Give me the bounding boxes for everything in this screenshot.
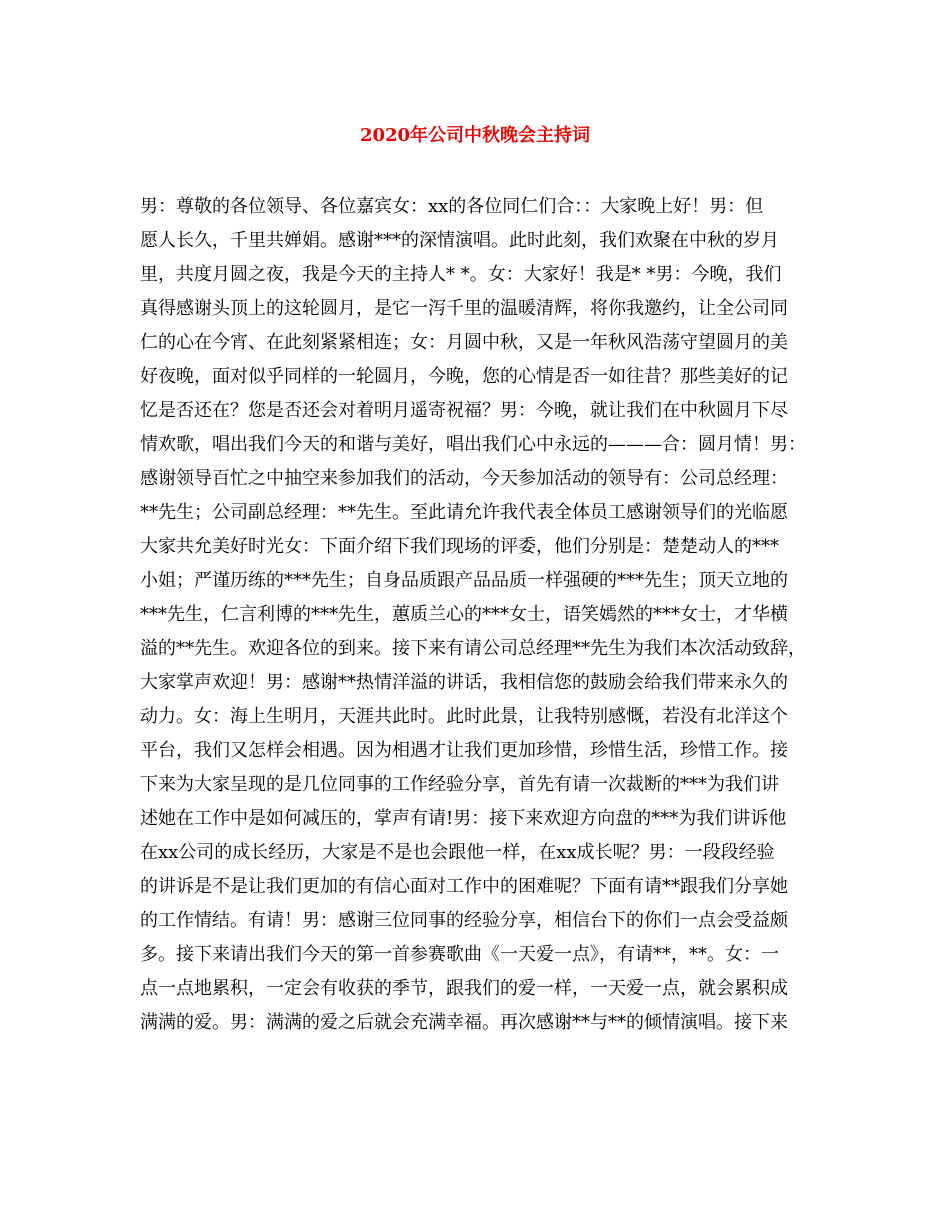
body-line: 男：尊敬的各位领导、各位嘉宾女：xx的各位同仁们合：：大家晚上好！男：但	[140, 196, 764, 217]
document-title: 2020年公司中秋晚会主持词	[359, 125, 591, 146]
body-line: 动力。女：海上生明月，天涯共此时。此时此景，让我特别感慨，若没有北洋这个	[140, 706, 788, 727]
body-line: 的讲诉是不是让我们更加的有信心面对工作中的困难呢？下面有请**跟我们分享她	[140, 876, 788, 897]
body-line: 大家掌声欢迎！男：感谢**热情洋溢的讲话，我相信您的鼓励会给我们带来永久的	[140, 672, 788, 693]
body-line: 溢的**先生。欢迎各位的到来。接下来有请公司总经理**先生为我们本次活动致辞，	[140, 638, 806, 659]
body-line: 感谢领导百忙之中抽空来参加我们的活动，今天参加活动的领导有：公司总经理：	[140, 468, 788, 489]
body-line: 愿人长久，千里共婵娟。感谢***的深情演唱。此时此刻，我们欢聚在中秋的岁月	[140, 230, 779, 251]
body-line: 多。接下来请出我们今天的第一首参赛歌曲《一天爱一点》，有请**，**。女：一	[140, 944, 779, 965]
body-line: 好夜晚，面对似乎同样的一轮圆月，今晚，您的心情是否一如往昔？那些美好的记	[140, 366, 788, 387]
body-line: 满满的爱。男：满满的爱之后就会充满幸福。再次感谢**与**的倾情演唱。接下来	[140, 1012, 788, 1033]
body-line: 平台，我们又怎样会相遇。因为相遇才让我们更加珍惜，珍惜生活，珍惜工作。接	[140, 740, 788, 761]
body-line: 在xx公司的成长经历，大家是不是也会跟他一样，在xx成长呢？男：一段段经验	[140, 842, 775, 863]
body-line: 述她在工作中是如何减压的，掌声有请!男：接下来欢迎方向盘的***为我们讲诉他	[140, 808, 787, 829]
body-line: 仁的心在今宵、在此刻紧紧相连；女：月圆中秋，又是一年秋风浩荡守望圆月的美	[140, 332, 788, 353]
body-line: 真得感谢头顶上的这轮圆月，是它一泻千里的温暖清辉，将你我邀约，让全公司同	[140, 298, 788, 319]
body-line: 的工作情结。有请！男：感谢三位同事的经验分享，相信台下的你们一点会受益颇	[140, 910, 788, 931]
body-line: 点一点地累积，一定会有收获的季节，跟我们的爱一样，一天爱一点，就会累积成	[140, 978, 788, 999]
body-line: 下来为大家呈现的是几位同事的工作经验分享，首先有请一次裁断的***为我们讲	[140, 774, 779, 795]
body-line: **先生；公司副总经理：**先生。至此请允许我代表全体员工感谢领导们的光临愿	[140, 502, 788, 523]
body-line: 忆是否还在？您是否还会对着明月遥寄祝福？男：今晚，就让我们在中秋圆月下尽	[140, 400, 788, 421]
body-line: ***先生，仁言利博的***先生，蕙质兰心的***女士，语笑嫣然的***女士，才华横	[140, 604, 788, 625]
body-line: 大家共允美好时光女：下面介绍下我们现场的评委，他们分别是：楚楚动人的***	[140, 536, 779, 557]
body-line: 里，共度月圆之夜，我是今天的主持人* *。女：大家好！我是* *男：今晚，我们	[140, 264, 782, 285]
body-line: 情欢歌，唱出我们今天的和谐与美好，唱出我们心中永远的———合：圆月情！男：	[140, 434, 806, 455]
document-body	[140, 190, 815, 1040]
body-line: 小姐；严谨历练的***先生；自身品质跟产品品质一样强硬的***先生；顶天立地的	[140, 570, 788, 591]
